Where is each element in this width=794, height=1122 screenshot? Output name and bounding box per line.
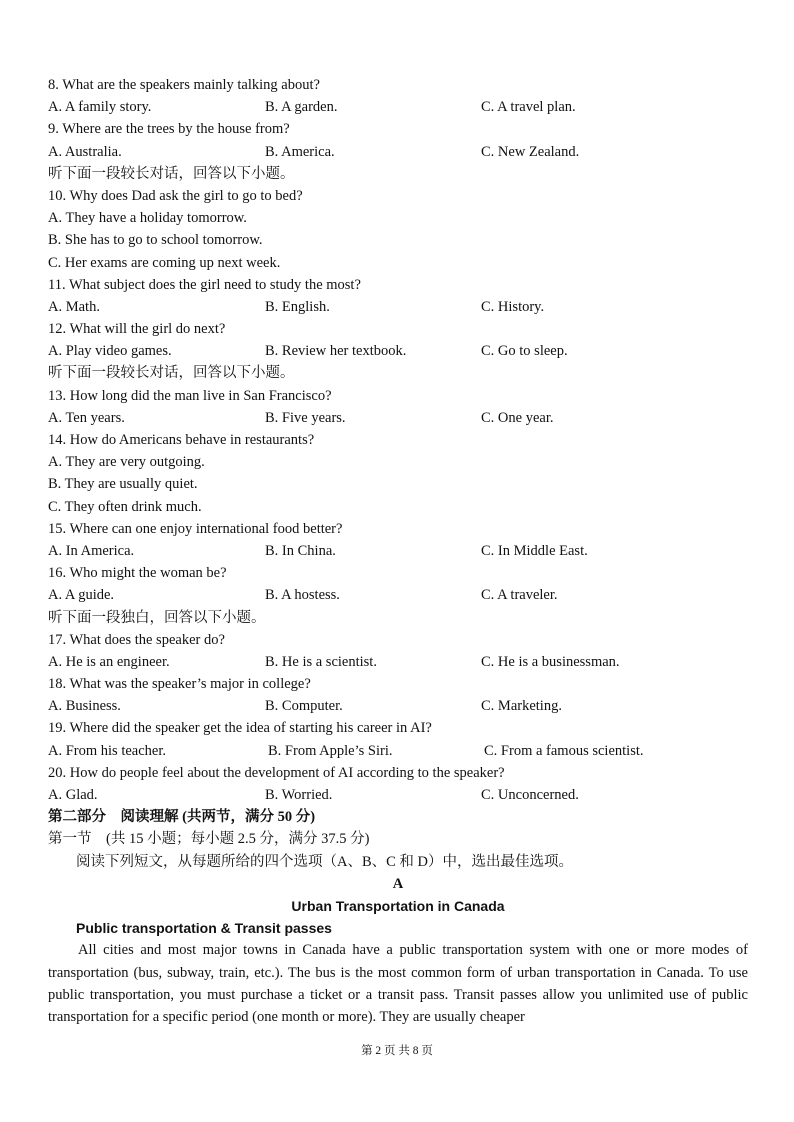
exam-page xyxy=(48,74,748,1028)
option-10-b: B. She has to go to school tomorrow. xyxy=(48,232,263,249)
option-10-c: C. Her exams are coming up next week. xyxy=(48,254,281,271)
part2-heading: 第二部分 阅读理解 (共两节，满分 50 分) xyxy=(48,809,316,826)
options-11 xyxy=(48,296,748,318)
question-text: 8. What are the speakers mainly talking about? xyxy=(48,77,320,93)
option-b: B. English. xyxy=(265,298,330,315)
option-b: B. A garden. xyxy=(265,99,338,116)
option-c: C. Go to sleep. xyxy=(481,343,568,360)
option-14-c: C. They often drink much. xyxy=(48,498,202,515)
listening-instruction-2: 听下面一段较长对话，回答以下小题。 xyxy=(48,365,295,382)
question-18: 18. What was the speaker’s major in college? xyxy=(48,676,311,693)
option-c: C. Marketing. xyxy=(481,698,562,715)
options-15 xyxy=(48,540,748,562)
option-b: B. America. xyxy=(265,143,335,160)
question-11: 11. What subject does the girl need to study the most? xyxy=(48,276,361,293)
options-8 xyxy=(48,96,748,118)
options-9 xyxy=(48,141,748,163)
option-b: B. In China. xyxy=(265,542,336,559)
page-footer: 第 2 页 共 8 页 xyxy=(361,1045,433,1057)
option-a: A. He is an engineer. xyxy=(48,653,170,670)
listening-instruction-1: 听下面一段较长对话，回答以下小题。 xyxy=(48,165,295,182)
option-a: A. From his teacher. xyxy=(48,742,166,759)
options-12 xyxy=(48,340,748,362)
section1-heading: 第一节 (共 15 小题；每小题 2.5 分，满分 37.5 分) xyxy=(48,831,370,848)
option-b: B. Worried. xyxy=(265,787,333,803)
passage-letter: A xyxy=(392,875,404,892)
option-b: B. A hostess. xyxy=(265,587,340,604)
options-19 xyxy=(48,740,748,762)
option-a: A. Australia. xyxy=(48,143,122,160)
option-b: B. Computer. xyxy=(265,698,343,715)
subheading: Public transportation & Transit passes xyxy=(76,920,332,937)
question-12: 12. What will the girl do next? xyxy=(48,321,226,338)
option-a: A. Play video games. xyxy=(48,343,172,360)
options-17 xyxy=(48,651,748,673)
option-c: C. He is a businessman. xyxy=(481,653,620,670)
option-10-a: A. They have a holiday tomorrow. xyxy=(48,210,247,227)
option-c: C. New Zealand. xyxy=(481,143,580,160)
passage-title: Urban Transportation in Canada xyxy=(291,897,505,914)
question-14: 14. How do Americans behave in restaurants? xyxy=(48,432,315,448)
option-b: B. Review her textbook. xyxy=(265,343,407,360)
options-20 xyxy=(48,784,748,806)
option-c: C. One year. xyxy=(481,409,554,426)
question-17: 17. What does the speaker do? xyxy=(48,631,225,648)
option-b: B. He is a scientist. xyxy=(265,653,377,670)
option-c: C. Unconcerned. xyxy=(481,787,579,803)
options-13 xyxy=(48,407,748,429)
option-a: A. Ten years. xyxy=(48,409,125,426)
option-c: C. A travel plan. xyxy=(481,99,576,116)
option-a: A. Math. xyxy=(48,298,100,315)
option-c: C. A traveler. xyxy=(481,587,558,604)
option-c: C. History. xyxy=(481,298,545,315)
option-b: B. From Apple’s Siri. xyxy=(268,742,393,759)
option-a: A. A guide. xyxy=(48,587,115,604)
option-c: C. From a famous scientist. xyxy=(484,742,644,759)
question-8 xyxy=(48,74,748,96)
option-14-b: B. They are usually quiet. xyxy=(48,476,198,493)
option-a: A. In America. xyxy=(48,542,135,559)
reading-instruction: 阅读下列短文，从每题所给的四个选项（A、B、C 和 D）中，选出最佳选项。 xyxy=(76,853,574,870)
option-14-a: A. They are very outgoing. xyxy=(48,454,205,471)
question-16: 16. Who might the woman be? xyxy=(48,565,227,582)
listening-instruction-3: 听下面一段独白，回答以下小题。 xyxy=(48,609,266,626)
options-16 xyxy=(48,584,748,606)
question-15: 15. Where can one enjoy international food better? xyxy=(48,520,343,537)
question-10: 10. Why does Dad ask the girl to go to bed? xyxy=(48,187,303,204)
question-text: 9. Where are the trees by the house from? xyxy=(48,121,290,138)
passage-paragraph: All cities and most major towns in Canada have a public transportation system with one or more modes of transportation (bus, subway, train, etc.). The bus is the most common form of urban transportation in Canada. To use public transportation, you must purchase a ticket or a transit pass. Transit passes allow you unlimited use of public transportation for a specific period (one month or more). They are usually cheaper xyxy=(48,942,748,1025)
option-a: A. Glad. xyxy=(48,787,98,803)
option-a: A. A family story. xyxy=(48,99,152,116)
question-20: 20. How do people feel about the development of AI according to the speaker? xyxy=(48,764,505,781)
option-a: A. Business. xyxy=(48,698,121,715)
question-9 xyxy=(48,118,748,140)
question-19: 19. Where did the speaker get the idea of starting his career in AI? xyxy=(48,720,432,737)
question-13: 13. How long did the man live in San Francisco? xyxy=(48,387,332,404)
options-18 xyxy=(48,695,748,717)
option-b: B. Five years. xyxy=(265,409,346,426)
option-c: C. In Middle East. xyxy=(481,542,588,559)
